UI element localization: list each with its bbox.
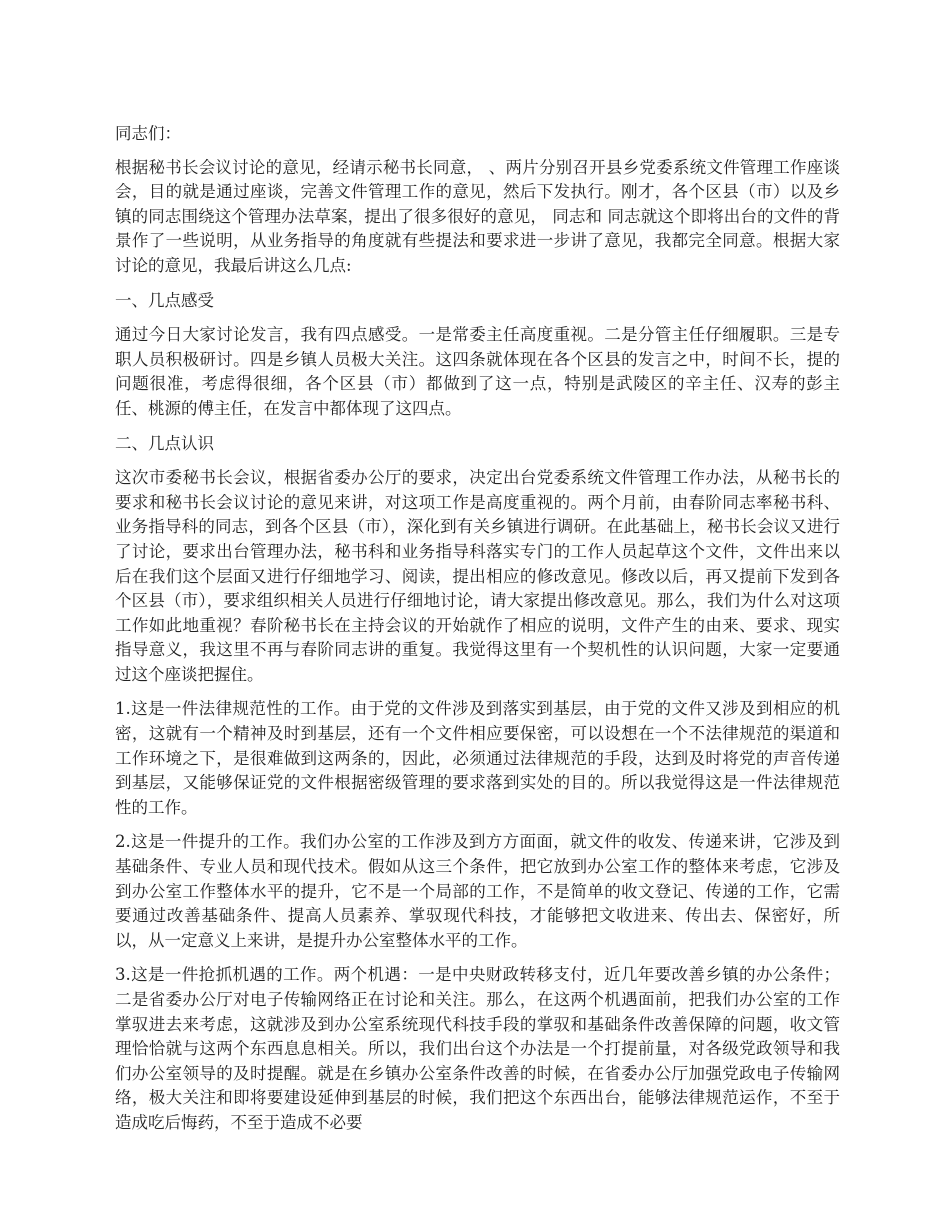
salutation: 同志们： xyxy=(115,124,181,143)
point-1-paragraph: 1.这是一件法律规范性的工作。由于党的文件涉及到落实到基层，由于党的文件又涉及到相应的机密，这就有一个精神及时到基层，还有一个文件相应要保密，可以设想在一个不法律规范的渠道和工作环境之下，是很难做到这两条的，因此，必须通过法律规范的手段，达到及时将党的声音传递到基层，又能够保证党的文件根据密级管理的要求落到实处的目的。所以我觉得这是一件法律规范性的工作。 xyxy=(115,699,840,817)
section-heading-2: 二、几点认识 xyxy=(115,433,214,453)
point-2-paragraph: 2.这是一件提升的工作。我们办公室的工作涉及到方方面面，就文件的收发、传递来讲，它涉及到基础条件、专业人员和现代技术。假如从这三个条件，把它放到办公室工作的整体来考虑，它涉及到办公室工作整体水平的提升，它不是一个局部的工作，不是简单的收文登记、传递的工作，它需要通过改善基础条件、提高人员素养、掌驭现代科技，才能够把文收进来、传出去、保密好，所以，从一定意义上来讲，是提升办公室整体水平的工作。 xyxy=(115,832,840,950)
point-3-paragraph: 3.这是一件抢抓机遇的工作。两个机遇：一是中央财政转移支付，近几年要改善乡镇的办公条件；二是省委办公厅对电子传输网络正在讨论和关注。那么，在这两个机遇面前，把我们办公室的工作掌驭进去来考虑，这就涉及到办公室系统现代科技手段的掌驭和基础条件改善保障的问题，收文管理恰恰就与这两个东西息息相关。所以，我们出台这个办法是一个打提前量，对各级党政领导和我们办公室领导的及时提醒。就是在乡镇办公室条件改善的时候，在省委办公厅加强党政电子传输网络，极大关注和即将要建设延伸到基层的时候，我们把这个东西出台，能够法律规范运作，不至于造成吃后悔药，不至于造成不必要 xyxy=(115,965,840,1132)
section-2-paragraph: 这次市委秘书长会议，根据省委办公厅的要求，决定出台党委系统文件管理工作办法，从秘书长的要求和秘书长会议讨论的意见来讲，对这项工作是高度重视的。两个月前，由春阶同志率秘书科、业务指导科的同志，到各个区县（市），深化到有关乡镇进行调研。在此基础上，秘书长会议又进行了讨论，要求出台管理办法，秘书科和业务指导科落实专门的工作人员起草这个文件，文件出来以后在我们这个层面又进行仔细地学习、阅读，提出相应的修改意见。修改以后，再又提前下发到各个区县（市），要求组织相关人员进行仔细地讨论，请大家提出修改意见。那么，我们为什么对这项工作如此地重视？春阶秘书长在主持会议的开始就作了相应的说明，文件产生的由来、要求、现实指导意义，我这里不再与春阶同志讲的重复。我觉得这里有一个契机性的认识问题，大家一定要通过这个座谈把握住。 xyxy=(115,468,840,684)
section-heading-1: 一、几点感受 xyxy=(115,290,214,310)
document-page xyxy=(115,122,840,1146)
section-1-paragraph: 通过今日大家讨论发言，我有四点感受。一是常委主任高度重视。二是分管主任仔细履职。三是专职人员积极研讨。四是乡镇人员极大关注。这四条就体现在各个区县的发言之中，时间不长，提的问题很准，考虑得很细，各个区县（市）都做到了这一点，特别是武陵区的辛主任、汉寿的彭主任、桃源的傅主任，在发言中都体现了这四点。 xyxy=(115,325,840,418)
intro-paragraph: 根据秘书长会议讨论的意见，经请示秘书长同意， 、两片分别召开县乡党委系统文件管理工作座谈会，目的就是通过座谈，完善文件管理工作的意见，然后下发执行。刚才，各个区县（市）以及乡镇的同志围绕这个管理办法草案，提出了很多很好的意见， 同志和 同志就这个即将出台的文件的背景作了一些说明，从业务指导的角度就有些提法和要求进一步讲了意见，我都完全同意。根据大家讨论的意见，我最后讲这么几点: xyxy=(115,157,840,275)
